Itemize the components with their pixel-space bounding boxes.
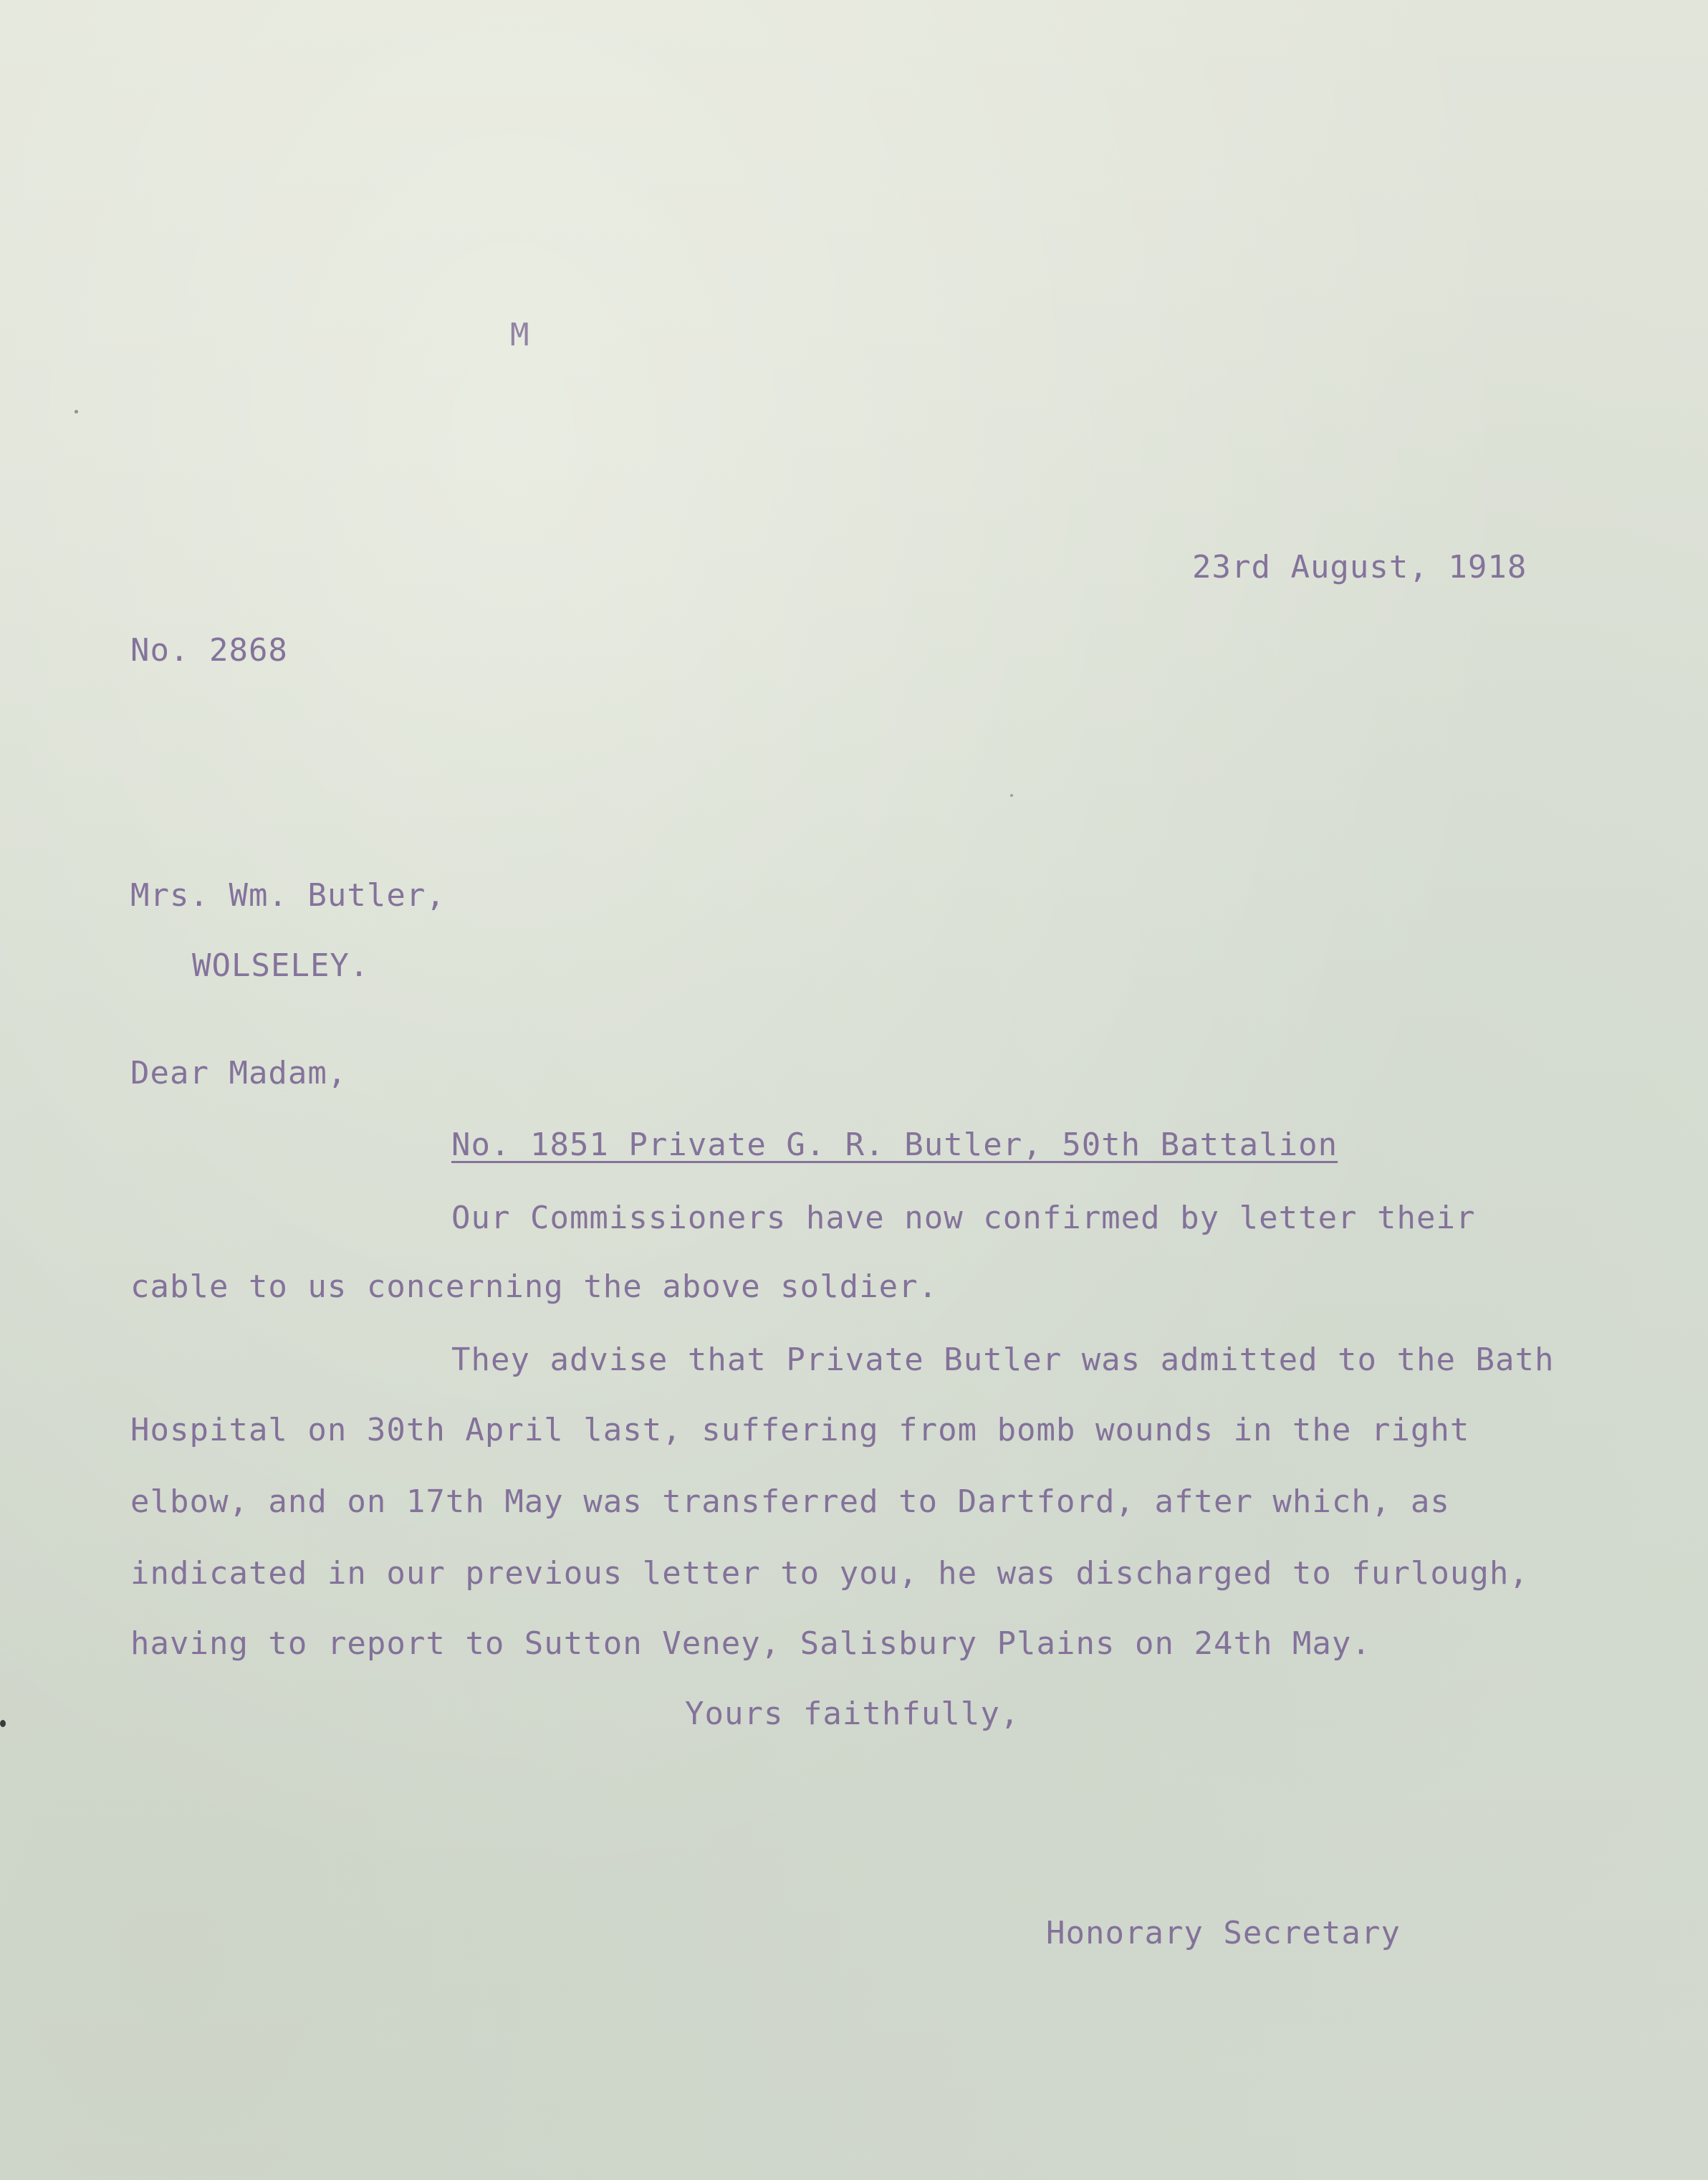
salutation: Dear Madam, (130, 1055, 347, 1091)
body-line: indicated in our previous letter to you, he was discharged to furlough, (130, 1555, 1529, 1592)
reference-number: No. 2868 (130, 632, 288, 669)
paper-speck (0, 1720, 6, 1727)
body-line: having to report to Sutton Veney, Salisbury Plains on 24th May. (130, 1625, 1371, 1662)
body-line: elbow, and on 17th May was transferred to Dartford, after which, as (130, 1483, 1450, 1520)
body-line: Hospital on 30th April last, suffering from bomb wounds in the right (130, 1412, 1470, 1448)
body-line: They advise that Private Butler was admitted to the Bath (451, 1342, 1555, 1378)
signatory-title: Honorary Secretary (1046, 1915, 1401, 1951)
body-line: Our Commissioners have now confirmed by letter their (451, 1200, 1476, 1236)
recipient-name: Mrs. Wm. Butler, (130, 877, 446, 914)
subject-line: No. 1851 Private G. R. Butler, 50th Battalion (451, 1127, 1338, 1163)
closing: Yours faithfully, (685, 1696, 1020, 1732)
paper-speck (75, 410, 78, 413)
paper-speck (1010, 794, 1013, 797)
recipient-place: WOLSELEY. (192, 947, 370, 984)
file-mark: M (510, 317, 530, 353)
body-line: cable to us concerning the above soldier. (130, 1268, 939, 1305)
letter-date: 23rd August, 1918 (1192, 549, 1527, 585)
